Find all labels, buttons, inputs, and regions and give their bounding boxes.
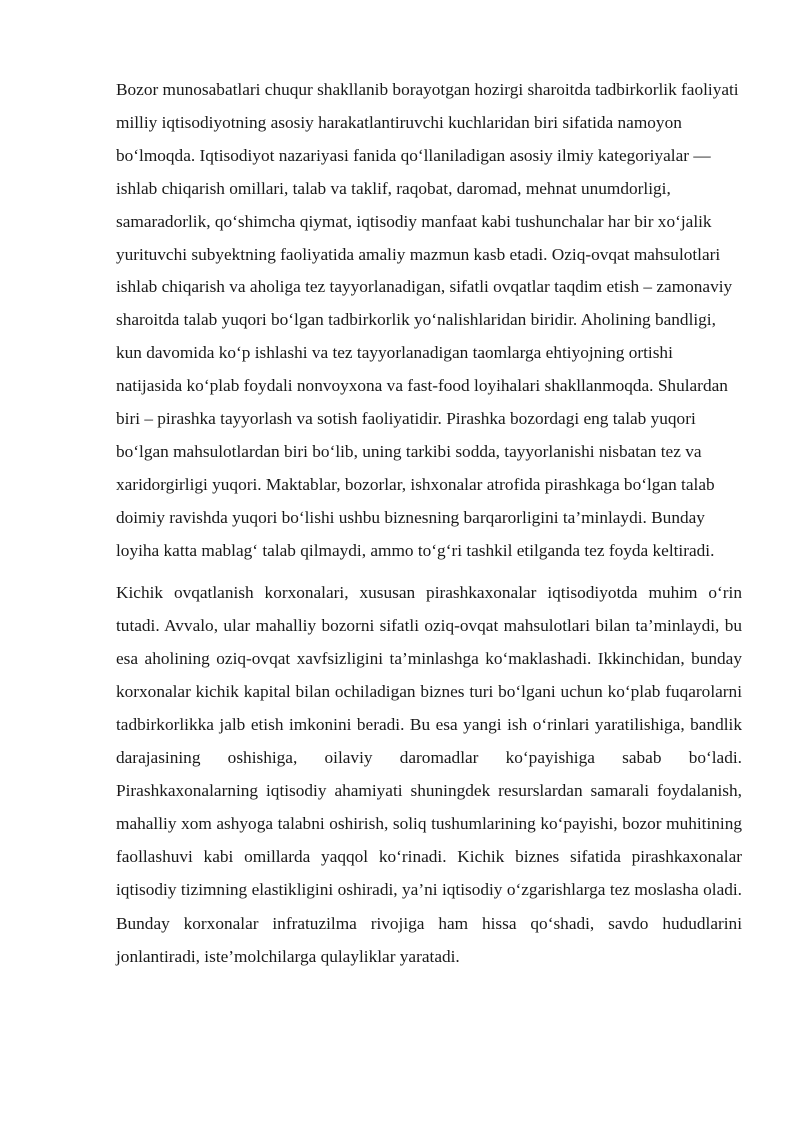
paragraph-intro: Bozor munosabatlari chuqur shakllanib borayotgan hozirgi sharoitda tadbirkorlik faoliyati milliy iqtisodiyotning asosiy harakatlantiruvchi kuchlaridan biri sifatida namoyon boʻlmoqda. Iqtisodiyot nazariyasi fanida qoʻllaniladigan asosiy ilmiy kategoriyalar — ishlab chiqarish omillari, talab va taklif, raqobat, daromad, mehnat unumdorligi, samaradorlik, qoʻshimcha qiymat, iqtisodiy manfaat kabi tushunchalar har bir xoʻjalik yurituvchi subyektning faoliyatida amaliy mazmun kasb etadi. Oziq-ovqat mahsulotlari ishlab chiqarish va aholiga tez tayyorlanadigan, sifatli ovqatlar taqdim etish – zamonaviy sharoitda talab yuqori boʻlgan tadbirkorlik yoʻnalishlaridan biridir. Aholining bandligi, kun davomida koʻp ishlashi va tez tayyorlanadigan taomlarga ehtiyojning ortishi natijasida koʻplab foydali nonvoyxona va fast-food loyihalari shakllanmoqda. Shulardan biri – pirashka tayyorlash va sotish faoliyatidir. Pirashka bozordagi eng talab yuqori boʻlgan mahsulotlardan biri boʻlib, uning tarkibi sodda, tayyorlanishi nisbatan tez va xaridorgirligi yuqori. Maktablar, bozorlar, ishxonalar atrofida pirashkaga boʻlgan talab doimiy ravishda yuqori boʻlishi ushbu biznesning barqarorligini ta’minlaydi. Bunday loyiha katta mablagʻ talab qilmaydi, ammo toʻgʻri tashkil etilganda tez foyda keltiradi.: [116, 80, 739, 560]
paragraph-small-businesses: Kichik ovqatlanish korxonalari, xususan pirashkaxonalar iqtisodiyotda muhim oʻrin tutadi. Avvalo, ular mahalliy bozorni sifatli oziq-ovqat mahsulotlari bilan ta’minlaydi, bu esa aholining oziq-ovqat xavfsizligini ta’minlashga koʻmaklashadi. Ikkinchidan, bunday korxonalar kichik kapital bilan ochiladigan biznes turi boʻlgani uchun koʻplab fuqarolarni tadbirkorlikka jalb etish imkonini beradi. Bu esa yangi ish oʻrinlari yaratilishiga, bandlik darajasining oshishiga, oilaviy daromadlar koʻpayishiga sabab boʻladi. Pirashkaxonalarning iqtisodiy ahamiyati shuningdek resurslardan samarali foydalanish, mahalliy xom ashyoga talabni oshirish, soliq tushumlarining koʻpayishi, bozor muhitining faollashuvi kabi omillarda yaqqol koʻrinadi. Kichik biznes sifatida pirashkaxonalar iqtisodiy tizimning elastikligini oshiradi, ya’ni iqtisodiy oʻzgarishlarga tez moslasha oladi. Bunday korxonalar infratuzilma rivojiga ham hissa qoʻshadi, savdo hududlarini jonlantiradi, iste’molchilarga qulayliklar yaratadi.: [116, 582, 742, 966]
document-page: [116, 74, 742, 973]
